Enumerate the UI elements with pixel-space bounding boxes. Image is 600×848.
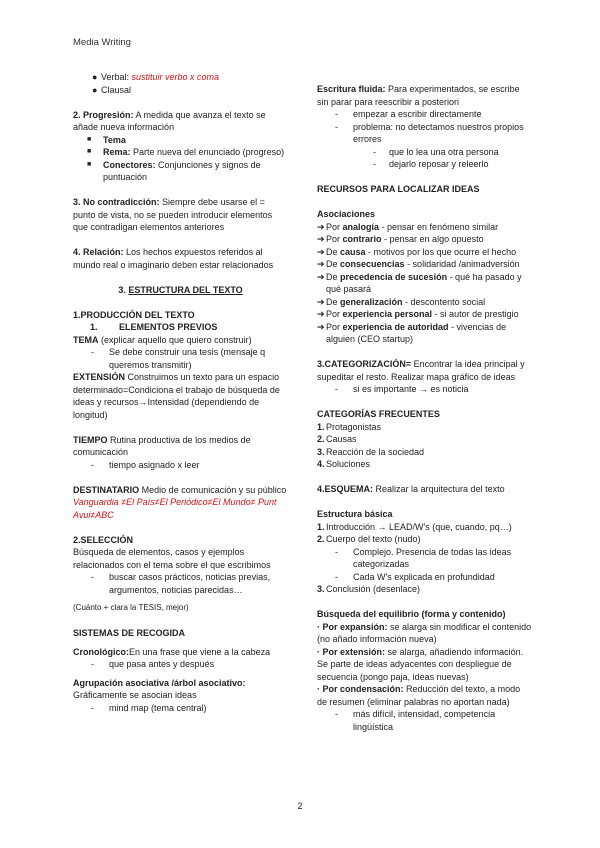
arrow-icon: ➔ <box>317 296 325 307</box>
destinatario-examples: Vanguardia ≠El País≠El Periódico≠El Mundo≠ Punt Avui≠ABC <box>73 497 277 520</box>
arrow-icon: ➔ <box>317 321 325 332</box>
document-header-title: Media Writing <box>73 37 131 48</box>
expansion-paragraph: · Por expansión: se alarga sin modificar el contenido (no añado información nueva) <box>317 621 532 644</box>
list-item: 3. Reacción de la sociedad <box>317 446 425 457</box>
list-item: ➔ De consecuencias - solidaridad /animadversión <box>317 259 520 269</box>
list-item: ➔ Por analogía - pensar en fenómeno similar <box>317 221 499 232</box>
produccion-heading: 1.PRODUCCIÓN DEL TEXTO <box>73 309 195 320</box>
seleccion-heading: 2.SELECCIÓN <box>73 534 134 545</box>
seleccion-paragraph: Búsqueda de elementos, casos y ejemplos relacionados con el tema sobre el que escribimos <box>73 547 271 570</box>
list-item: 4. Soluciones <box>317 459 371 469</box>
list-item: - Complejo. Presencia de todas las ideas categorizadas <box>335 546 512 569</box>
list-item: - tiempo asignado x leer <box>91 459 200 470</box>
list-item: ➔ De precedencia de sucesión - qué ha pasado y qué pasará <box>317 271 522 294</box>
list-item: - si es importante → es noticia <box>335 384 469 394</box>
escritura-paragraph: Escritura fluida: Para experimentados, se escribe sin parar para reescribir a posteriori <box>317 84 520 107</box>
list-item: - mind map (tema central) <box>91 702 207 713</box>
right-column <box>317 83 532 733</box>
list-item: - dejarlo reposar y releerlo <box>373 159 489 169</box>
categorizacion-paragraph: 3.CATEGORIZACIÓN= Encontrar la idea principal y supeditar el resto. Realizar mapa gráfico de ideas <box>317 359 525 382</box>
list-item: ● Clausal <box>92 84 132 95</box>
agrupacion-paragraph: Gráficamente se asocian ideas <box>73 690 197 700</box>
list-item: - que pasa antes y después <box>91 659 215 669</box>
extension-paragraph: EXTENSIÓN Construimos un texto para un espacio determinado=Condiciona el trabajo de búsqueda de ideas y recursos→Intensidad (dependiendo de longitud) <box>73 372 280 420</box>
list-item: ➔ Por experiencia personal - si autor de prestigio <box>317 309 519 319</box>
bullet-square-icon: ■ <box>87 160 92 168</box>
arrow-icon: ➔ <box>317 259 325 269</box>
bullet-dot-icon: ● <box>92 84 98 95</box>
sistemas-heading: SISTEMAS DE RECOGIDA <box>73 628 186 638</box>
list-item: - empezar a escribir directamente <box>335 109 482 119</box>
arrow-icon: ➔ <box>317 309 325 319</box>
list-item: 3. Conclusión (desenlace) <box>317 584 421 594</box>
list-item: ● Verbal: sustituir verbo x coma <box>92 72 220 82</box>
list-item: ➔ De generalización - descontento social <box>317 296 486 307</box>
progresion-paragraph: 2. Progresión: A medida que avanza el texto se añade nueva información <box>73 109 266 132</box>
esquema-paragraph: 4.ESQUEMA: Realizar la arquitectura del texto <box>317 484 505 494</box>
list-item: - que lo lea una otra persona <box>373 146 499 157</box>
arrow-icon: ➔ <box>317 246 325 257</box>
list-item: - Se debe construir una tesis (mensaje q queremos transmitir) <box>91 347 266 370</box>
estructura-basica-heading: Estructura básica <box>317 509 393 519</box>
list-item: - buscar casos prácticos, noticias previas, argumentos, noticias parecidas… <box>91 572 271 595</box>
condensacion-paragraph: · Por condensación: Reducción del texto, a modo de resumen (eliminar palabras no aportan nada) <box>317 684 521 707</box>
tiempo-paragraph: TIEMPO Rutina productiva de los medios de comunicación <box>73 434 251 457</box>
elementos-heading: 1. ELEMENTOS PREVIOS <box>90 322 218 332</box>
recursos-heading: RECURSOS PARA LOCALIZAR IDEAS <box>317 184 480 194</box>
list-item: - más difícil, intensidad, competencia lingüística <box>335 709 496 732</box>
list-item: - Cada W's explicada en profundidad <box>335 571 495 582</box>
equilibrio-heading: Búsqueda del equilibrio (forma y contenido) <box>317 609 506 619</box>
list-item: ➔ De causa - motivos por los que ocurre el hecho <box>317 246 517 257</box>
bullet-square-icon: ■ <box>87 135 92 143</box>
list-item: 1. Introducción → LEAD/W's (que, cuando, pq…) <box>317 521 512 532</box>
cronologico-paragraph: Cronológico:En una frase que viene a la cabeza <box>73 646 271 657</box>
list-item: ■ Tema <box>87 134 126 145</box>
list-item: - problema: no detectamos nuestros propios errores <box>335 121 524 144</box>
seleccion-note: (Cuánto + clara la TESIS, mejor) <box>73 603 189 612</box>
bullet-dot-icon: ● <box>92 72 98 82</box>
section-heading: 3. ESTRUCTURA DEL TEXTO <box>118 284 243 295</box>
bullet-square-icon: ■ <box>87 148 92 155</box>
relacion-paragraph: 4. Relación: Los hechos expuestos referidos al mundo real o imaginario deben estar relacionados <box>73 247 274 270</box>
agrupacion-heading: Agrupación asociativa /árbol asociativo: <box>73 677 246 688</box>
list-item: 2. Causas <box>317 434 357 444</box>
list-item: ➔ Por experiencia de autoridad - vivencias de alguien (CEO startup) <box>317 321 507 344</box>
tema-paragraph: TEMA (explicar aquello que quiero construir) <box>73 334 252 345</box>
verbal-value: sustituir verbo x coma <box>131 72 220 82</box>
arrow-icon: ➔ <box>317 221 325 232</box>
arrow-icon: ➔ <box>317 271 325 282</box>
extension-paragraph: · Por extensión: se alarga, añadiendo información. Se parte de ideas adyacentes con despliegue de secuencia (pongo paja, ideas nuevas) <box>317 646 524 682</box>
destinatario-paragraph: DESTINATARIO Medio de comunicación y su público <box>73 484 287 495</box>
list-item: ➔ Por contrario - pensar en algo opuesto <box>317 234 484 244</box>
list-item: ■ Conectores: Conjunciones y signos de puntuación <box>87 159 261 182</box>
asociaciones-heading: Asociaciones <box>317 209 376 219</box>
list-item: 1. Protagonistas <box>317 421 382 432</box>
no-contradiccion-paragraph: 3. No contradicción: Siempre debe usarse el = punto de vista, no se pueden introducir elementos que contradigan elementos anteriores <box>73 197 273 232</box>
list-item: ■ Rema: Parte nueva del enunciado (progreso) <box>87 147 285 157</box>
arrow-icon: ➔ <box>317 234 325 244</box>
left-column <box>73 71 288 714</box>
page-number: 2 <box>297 801 303 811</box>
categorias-heading: CATEGORÍAS FRECUENTES <box>317 409 440 419</box>
list-item: 2. Cuerpo del texto (nudo) <box>317 534 421 544</box>
